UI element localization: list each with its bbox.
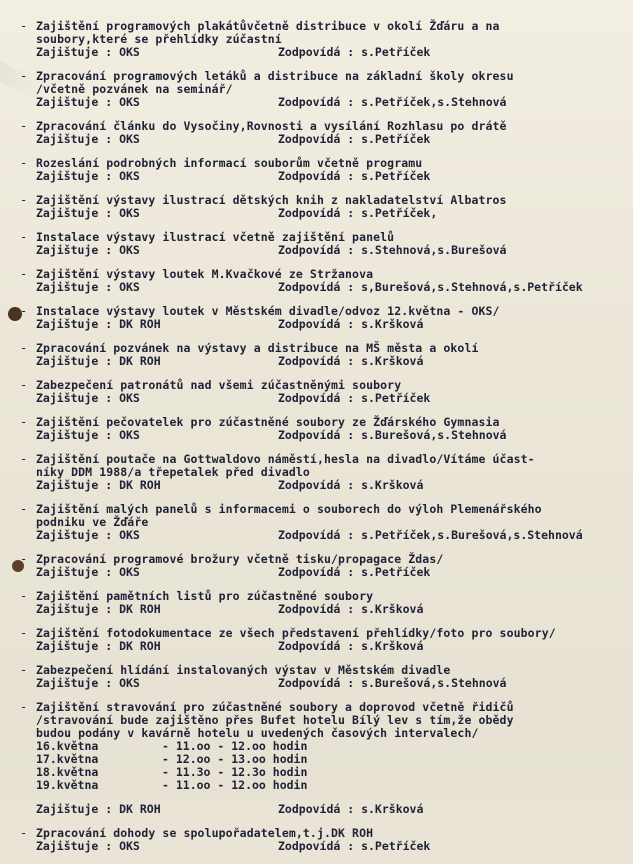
bullet-dash: - bbox=[20, 267, 28, 281]
task-item bbox=[0, 268, 633, 294]
task-item bbox=[0, 416, 633, 442]
task-item bbox=[0, 453, 633, 492]
responsible-person: Zodpovídá : s.Kršková bbox=[278, 478, 424, 492]
provided-by: Zajištuje : OKS bbox=[36, 391, 140, 405]
bullet-dash: - bbox=[20, 452, 28, 466]
provided-by: Zajištuje : OKS bbox=[36, 280, 140, 294]
responsibility-row bbox=[36, 392, 633, 405]
responsibility-row bbox=[36, 479, 633, 492]
provided-by: Zajištuje : DK ROH bbox=[36, 602, 161, 616]
task-item bbox=[0, 664, 633, 690]
bullet-dash: - bbox=[20, 304, 28, 318]
responsible-person: Zodpovídá : s,Burešová,s.Stehnová,s.Petříček bbox=[278, 280, 583, 294]
responsibility-row bbox=[36, 677, 633, 690]
schedule-date: 19.května bbox=[36, 778, 99, 792]
task-text: níky DDM 1988/a třepetalek před divadlo bbox=[36, 465, 310, 479]
meal-schedule bbox=[36, 740, 633, 803]
responsibility-row bbox=[36, 318, 633, 331]
task-text: soubory,které se přehlídky zúčastní bbox=[36, 32, 282, 46]
responsibility-row bbox=[36, 529, 633, 542]
responsible-person: Zodpovídá : s.Stehnová,s.Burešová bbox=[278, 243, 507, 257]
provided-by: Zajištuje : OKS bbox=[36, 243, 140, 257]
schedule-time: - 12.oo - 13.oo hodin bbox=[162, 752, 308, 766]
bullet-dash: - bbox=[20, 156, 28, 170]
bullet-dash: - bbox=[20, 119, 28, 133]
task-item bbox=[0, 379, 633, 405]
bullet-dash: - bbox=[20, 193, 28, 207]
task-text: Zajištění výstavy ilustrací dětských knih z nakladatelství Albatros bbox=[36, 193, 507, 207]
task-text: Zajištění výstavy loutek M.Kvačkové ze Stržanova bbox=[36, 267, 374, 281]
responsible-person: Zodpovídá : s.Petříček bbox=[278, 132, 431, 146]
responsibility-row bbox=[36, 96, 633, 109]
bullet-dash: - bbox=[20, 378, 28, 392]
responsible-person: Zodpovídá : s.Petříček, bbox=[278, 206, 438, 220]
provided-by: Zajištuje : OKS bbox=[36, 206, 140, 220]
responsibility-row bbox=[36, 133, 633, 146]
task-item bbox=[0, 701, 633, 816]
provided-by: Zajištuje : OKS bbox=[36, 528, 140, 542]
task-text: budou podány v kavárně hotelu u uvedených časových intervalech/ bbox=[36, 726, 479, 740]
provided-by: Zajištuje : DK ROH bbox=[36, 478, 161, 492]
task-item bbox=[0, 503, 633, 542]
task-text: Zajištění pamětních listů pro zúčastněné soubory bbox=[36, 589, 374, 603]
task-text: Zajištění stravování pro zúčastněné soubory a doprovod včetně řidičů bbox=[36, 700, 514, 714]
provided-by: Zajištuje : DK ROH bbox=[36, 354, 161, 368]
task-item bbox=[0, 120, 633, 146]
task-text: Zajištění malých panelů s informacemi o souborech do výloh Plemenářského bbox=[36, 502, 542, 516]
responsibility-row bbox=[36, 603, 633, 616]
task-text: podniku ve Žďáře bbox=[36, 515, 149, 529]
responsible-person: Zodpovídá : s.Petříček bbox=[278, 169, 431, 183]
responsible-person: Zodpovídá : s.Petříček bbox=[278, 839, 431, 853]
bullet-dash: - bbox=[20, 230, 28, 244]
bullet-dash: - bbox=[20, 502, 28, 516]
responsibility-row bbox=[36, 840, 633, 853]
provided-by: Zajištuje : OKS bbox=[36, 428, 140, 442]
task-text: Zpracování pozvánek na výstavy a distribuce na MŠ města a okolí bbox=[36, 341, 479, 355]
responsible-person: Zodpovídá : s.Kršková bbox=[278, 317, 424, 331]
task-text: /stravování bude zajištěno přes Bufet hotelu Bílý lev s tím,že obědy bbox=[36, 713, 514, 727]
schedule-date: 16.května bbox=[36, 739, 99, 753]
bullet-dash: - bbox=[20, 700, 28, 714]
task-text: Zpracování programové brožury včetně tisku/propagace Ždas/ bbox=[36, 552, 444, 566]
responsibility-row bbox=[36, 429, 633, 442]
provided-by: Zajištuje : DK ROH bbox=[36, 317, 161, 331]
responsible-person: Zodpovídá : s.Petříček bbox=[278, 565, 431, 579]
bullet-dash: - bbox=[20, 589, 28, 603]
responsible-person: Zodpovídá : s.Burešová,s.Stehnová bbox=[278, 676, 507, 690]
responsibility-row bbox=[36, 803, 633, 816]
schedule-time: - 11.3o - 12.3o hodin bbox=[162, 765, 308, 779]
task-item bbox=[0, 231, 633, 257]
bullet-dash: - bbox=[20, 626, 28, 640]
responsible-person: Zodpovídá : s.Kršková bbox=[278, 639, 424, 653]
responsibility-row bbox=[36, 170, 633, 183]
task-text: Instalace výstavy ilustrací včetně zajištění panelů bbox=[36, 230, 395, 244]
responsibility-row bbox=[36, 281, 633, 294]
bullet-dash: - bbox=[20, 826, 28, 840]
bullet-dash: - bbox=[20, 19, 28, 33]
task-text: Instalace výstavy loutek v Městském divadle/odvoz 12.května - OKS/ bbox=[36, 304, 500, 318]
responsible-person: Zodpovídá : s.Petříček,s.Burešová,s.Stehnová bbox=[278, 528, 583, 542]
responsible-person: Zodpovídá : s.Petříček bbox=[278, 45, 431, 59]
responsibility-row bbox=[36, 207, 633, 220]
responsible-person: Zodpovídá : s.Kršková bbox=[278, 354, 424, 368]
schedule-date: 18.května bbox=[36, 765, 99, 779]
task-item bbox=[0, 827, 633, 853]
schedule-date: 17.května bbox=[36, 752, 99, 766]
schedule-row bbox=[36, 740, 633, 753]
bullet-dash: - bbox=[20, 69, 28, 83]
responsible-person: Zodpovídá : s.Petříček,s.Stehnová bbox=[278, 95, 507, 109]
task-text: Zabezpečení patronátů nad všemi zúčastněnými soubory bbox=[36, 378, 402, 392]
task-text: Zajištění pečovatelek pro zúčastněné soubory ze Žďárského Gymnasia bbox=[36, 415, 500, 429]
bullet-dash: - bbox=[20, 341, 28, 355]
bullet-dash: - bbox=[20, 415, 28, 429]
responsible-person: Zodpovídá : s.Petříček bbox=[278, 391, 431, 405]
task-item bbox=[0, 305, 633, 331]
task-item bbox=[0, 20, 633, 59]
schedule-time: - 11.oo - 12.oo hodin bbox=[162, 739, 308, 753]
provided-by: Zajištuje : OKS bbox=[36, 45, 140, 59]
provided-by: Zajištuje : OKS bbox=[36, 95, 140, 109]
responsibility-row bbox=[36, 355, 633, 368]
task-text: /včetně pozvánek na seminář/ bbox=[36, 82, 233, 96]
bullet-dash: - bbox=[20, 663, 28, 677]
task-item bbox=[0, 590, 633, 616]
responsible-person: Zodpovídá : s.Kršková bbox=[278, 802, 424, 816]
task-text: Rozeslání podrobných informací souborům včetně programu bbox=[36, 156, 423, 170]
task-item bbox=[0, 342, 633, 368]
task-item bbox=[0, 70, 633, 109]
task-item bbox=[0, 157, 633, 183]
provided-by: Zajištuje : OKS bbox=[36, 169, 140, 183]
provided-by: Zajištuje : OKS bbox=[36, 676, 140, 690]
task-text: Zpracování dohody se spolupořadatelem,t.j.DK ROH bbox=[36, 826, 374, 840]
responsible-person: Zodpovídá : s.Kršková bbox=[278, 602, 424, 616]
responsibility-row bbox=[36, 46, 633, 59]
provided-by: Zajištuje : DK ROH bbox=[36, 639, 161, 653]
task-text: Zpracování článku do Vysočiny,Rovnosti a vysílání Rozhlasu po drátě bbox=[36, 119, 507, 133]
bullet-dash: - bbox=[20, 552, 28, 566]
schedule-row bbox=[36, 753, 633, 766]
task-item bbox=[0, 194, 633, 220]
provided-by: Zajištuje : OKS bbox=[36, 839, 140, 853]
provided-by: Zajištuje : DK ROH bbox=[36, 802, 161, 816]
responsibility-row bbox=[36, 244, 633, 257]
task-item bbox=[0, 627, 633, 653]
schedule-time: - 11.oo - 12.oo hodin bbox=[162, 778, 308, 792]
task-text: Zabezpečení hlídání instalovaných výstav v Městském divadle bbox=[36, 663, 451, 677]
responsibility-row bbox=[36, 640, 633, 653]
task-text: Zajištění fotodokumentace ze všech představení přehlídky/foto pro soubory/ bbox=[36, 626, 556, 640]
provided-by: Zajištuje : OKS bbox=[36, 565, 140, 579]
schedule-row bbox=[36, 779, 633, 792]
provided-by: Zajištuje : OKS bbox=[36, 132, 140, 146]
responsible-person: Zodpovídá : s.Burešová,s.Stehnová bbox=[278, 428, 507, 442]
task-text: Zajištění poutače na Gottwaldovo náměstí,hesla na divadlo/Vítáme účast- bbox=[36, 452, 535, 466]
schedule-row bbox=[36, 766, 633, 779]
task-list bbox=[0, 20, 633, 864]
task-item bbox=[0, 553, 633, 579]
task-text: Zpracování programových letáků a distribuce na základní školy okresu bbox=[36, 69, 514, 83]
task-text: Zajištění programových plakátůvčetně distribuce v okolí Žďáru a na bbox=[36, 19, 500, 33]
responsibility-row bbox=[36, 566, 633, 579]
